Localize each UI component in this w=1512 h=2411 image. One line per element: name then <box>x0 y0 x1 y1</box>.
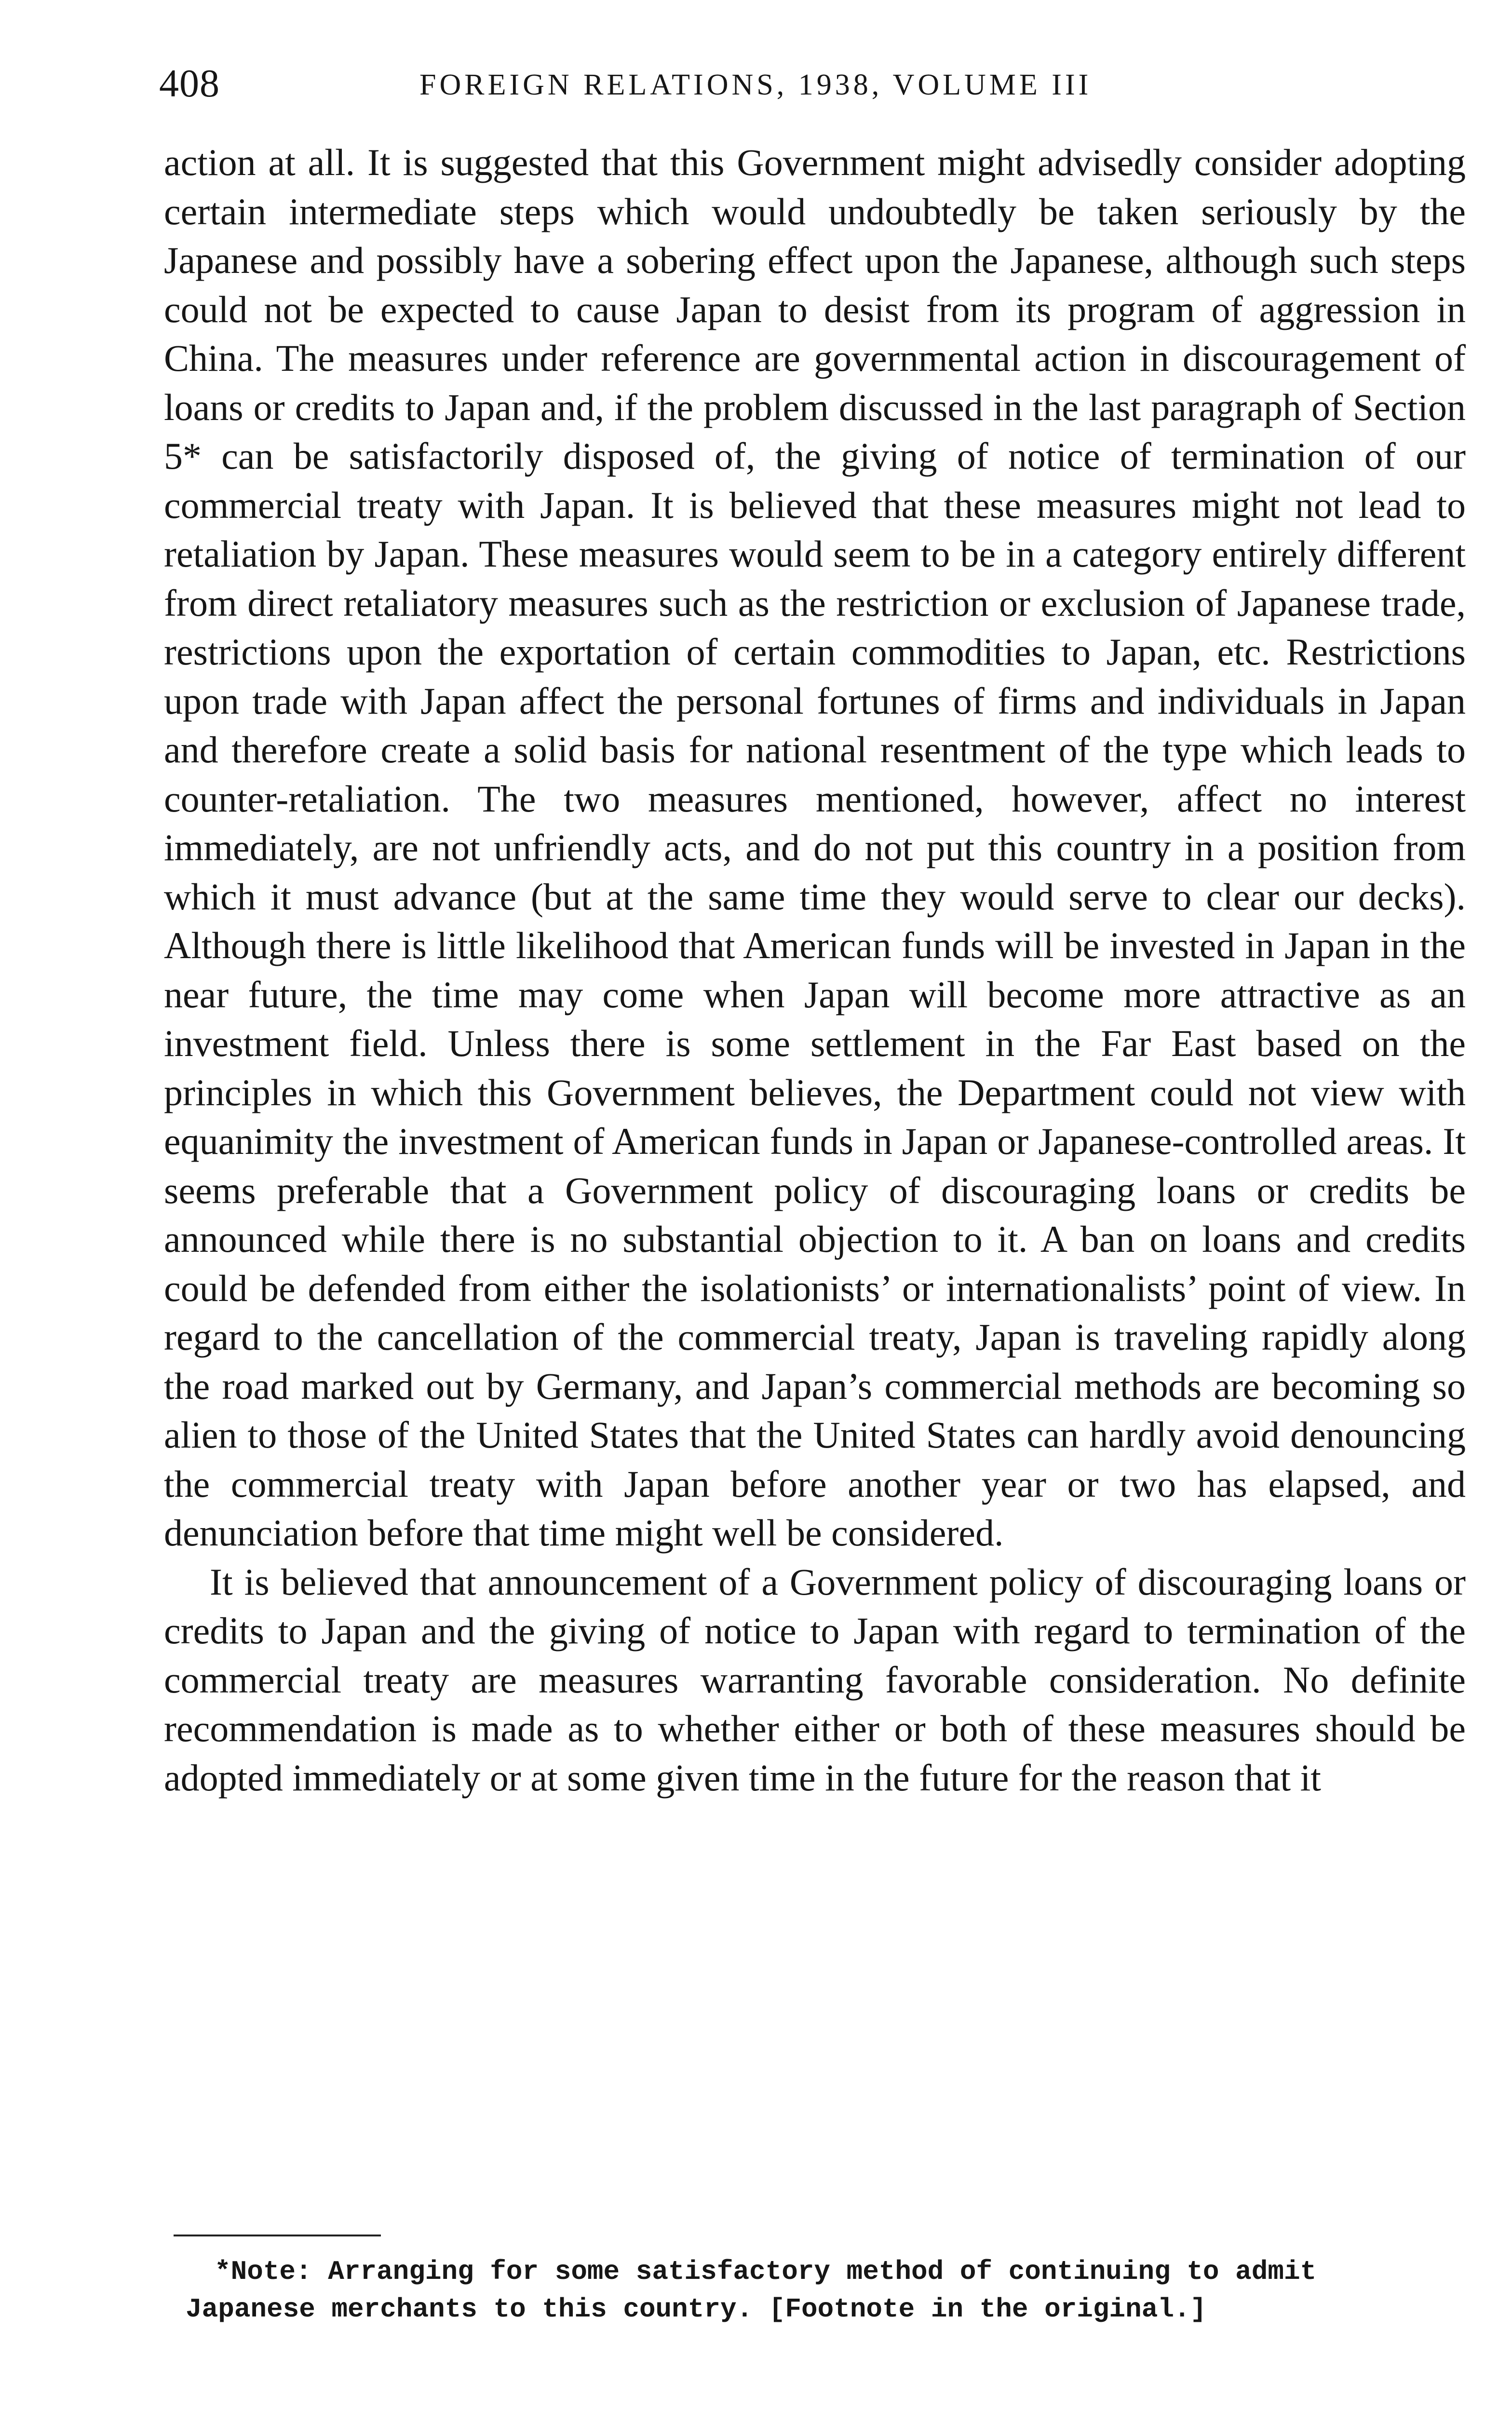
page-number: 408 <box>159 61 220 105</box>
paragraph-recommendation: It is believed that announcement of a Government policy of discouraging loans or credits to Japan and the giving of notice to Japan with regard to termination of the commercial treaty are measures warranting favorable consideration. No definite recommendation is made as to whether either or both of these measures should be adopted immediately or at some given time in the future for the reason that it <box>164 1560 1466 1799</box>
footnote-divider <box>174 2235 381 2236</box>
running-head: FOREIGN RELATIONS, 1938, VOLUME III <box>419 68 1092 101</box>
footnote: *Note: Arranging for some satisfactory method of continuing to admit Japanese merchants to this country. [Footnote in the original.] <box>186 2256 1317 2325</box>
paragraph-continued: action at all. It is suggested that this Government might advisedly consider adopting certain intermediate steps which would undoubtedly be taken seriously by the Japanese and possibly have a sobering effect upon the Japanese, although such steps could not be expected to cause Japan to desist from its program of aggression in China. The measures under reference are governmental action in discouragement of loans or credits to Japan and, if the problem discussed in the last paragraph of Section 5* can be satisfactorily disposed of, the giving of notice of termination of our commercial treaty with Japan. It is believed that these measures might not lead to retaliation by Japan. These measures would seem to be in a category entirely different from direct retaliatory measures such as the restriction or exclusion of Japanese trade, restrictions upon the exportation of certain commodities to Japan, etc. Restrictions upon trade with Japan affect the personal fortunes of firms and individuals in Japan and therefore create a solid basis for national resentment of the type which leads to counter-retaliation. The two measures mentioned, however, affect no interest immediately, are not unfriendly acts, and do not put this country in a position from which it must advance (but at the same time they would serve to clear our decks). Although there is little likelihood that American funds will be invested in Japan in the near future, the time may come when Japan will become more attractive as an investment field. Unless there is some settlement in the Far East based on the principles in which this Government believes, the Department could not view with equanimity the investment of American funds in Japan or Japanese-controlled areas. It seems preferable that a Government policy of discouraging loans or credits be announced while there is no substantial objection to it. A ban on loans and credits could be defended from either the isolationists’ or internationalists’ point of view. In regard to the cancellation of the commercial treaty, Japan is traveling rapidly along the road marked out by Germany, and Japan’s commercial methods are becoming so alien to those of the United States that the United States can hardly avoid denouncing the commercial treaty with Japan before another year or two has elapsed, and denunciation before that time might well be considered. <box>164 141 1466 1554</box>
page-header <box>159 57 1461 110</box>
body-text <box>164 138 1466 1802</box>
